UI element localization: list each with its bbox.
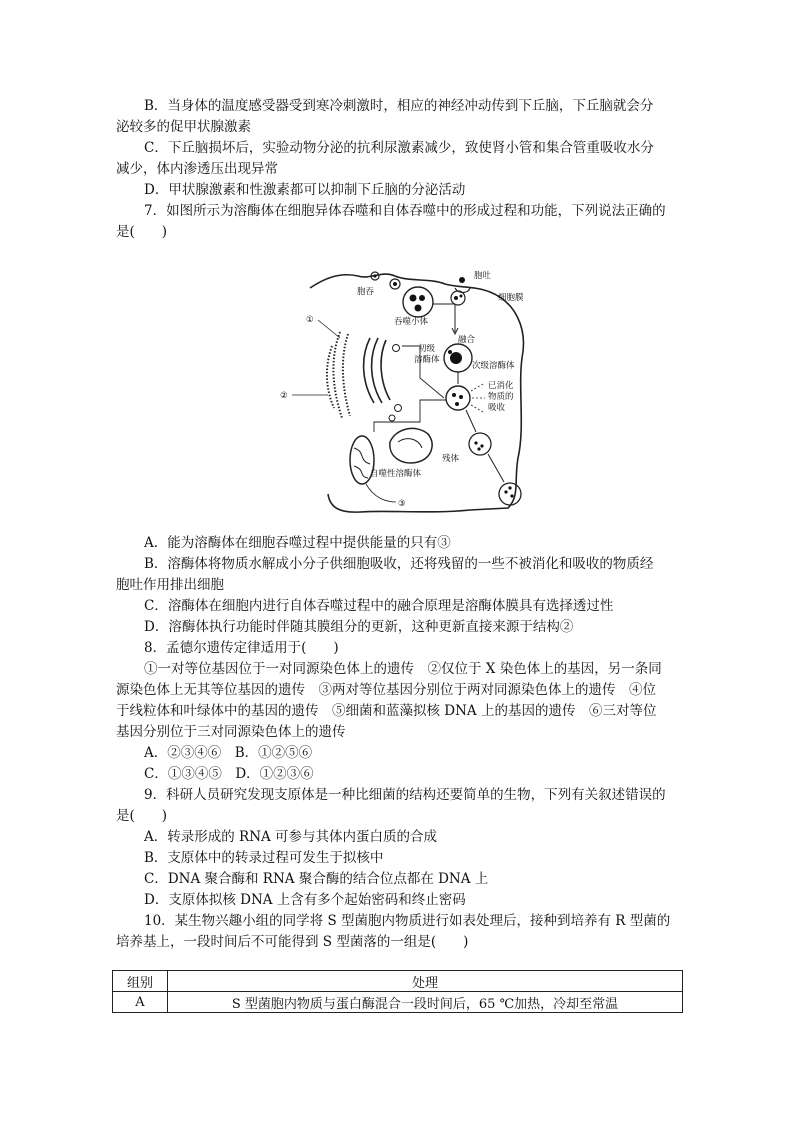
rough-er-shape	[327, 332, 350, 418]
q7-stem-line2: 是( )	[116, 224, 168, 240]
digested-label-1: 已消化	[488, 381, 514, 391]
q6-option-d: D．甲状腺激素和性激素都可以抑制下丘脑的分泌活动	[144, 182, 466, 198]
treatment-table	[112, 970, 683, 1013]
digested-label-3: 吸收	[488, 403, 506, 413]
q8-statements-line3: 于线粒体和叶绿体中的基因的遗传 ⑤细菌和蓝藻拟核 DNA 上的基因的遗传 ⑥三对等位	[116, 703, 657, 719]
q7-option-b-line1: B．溶酶体将物质水解成小分子供细胞吸收，还将残留的一些不被消化和吸收的物质经	[144, 556, 654, 572]
table-header-group: 组别	[113, 971, 168, 992]
fusion-label: 融合	[458, 335, 476, 345]
q8-statements-line4: 基因分别位于三对同源染色体上的遗传	[116, 724, 346, 740]
cell-membrane-label: 细胞膜	[498, 293, 524, 303]
q9-option-b: B．支原体中的转录过程可发生于拟核中	[144, 850, 384, 866]
q9-option-c: C．DNA 聚合酶和 RNA 聚合酶的结合位点都在 DNA 上	[144, 871, 489, 887]
autophagic-lysosome-shape	[390, 428, 432, 463]
q9-option-d: D．支原体拟核 DNA 上含有多个起始密码和终止密码	[144, 892, 466, 908]
q8-statements-line1: ①一对等位基因位于一对同源染色体上的遗传 ②仅位于 X 染色体上的基因，另一条同	[144, 661, 662, 677]
number-1-label: ①	[306, 315, 314, 325]
q9-option-a: A．转录形成的 RNA 可参与其体内蛋白质的合成	[144, 829, 438, 845]
q9-stem-line1: 9．科研人员研究发现支原体是一种比细菌的结构还要简单的生物，下列有关叙述错误的	[144, 787, 666, 803]
number-2-label: ②	[280, 391, 288, 401]
digested-label-2: 物质的	[488, 392, 514, 402]
residual-body-label: 残体	[442, 454, 460, 464]
q7-option-d: D．溶酶体执行功能时伴随其膜组分的更新，这种更新直接来源于结构②	[144, 619, 574, 635]
q6-option-b-line2: 泌较多的促甲状腺激素	[116, 119, 251, 135]
digesting-lysosome-shape	[446, 386, 470, 410]
primary-lysosome-label-1: 初级	[418, 344, 436, 354]
phagosome-label: 吞噬小体	[394, 317, 429, 327]
table-cell-treatment: S 型菌胞内物质与蛋白酶混合一段时间后，65 ℃加热，冷却至常温	[168, 992, 683, 1013]
exocytosis-particle-shape	[459, 277, 465, 283]
number-3-label: ③	[398, 499, 406, 509]
q8-stem: 8．孟德尔遗传定律适用于( )	[144, 640, 339, 656]
exiting-residual-shape	[499, 483, 521, 505]
q8-statements-line2: 源染色体上无其等位基因的遗传 ③两对等位基因分别位于两对同源染色体上的遗传 ④位	[116, 682, 656, 698]
q10-stem-line2: 培养基上，一段时间后不可能得到 S 型菌落的一组是( )	[116, 934, 469, 950]
primary-lysosome-label-2: 溶酶体	[414, 355, 440, 365]
q7-option-c: C．溶酶体在细胞内进行自体吞噬过程中的融合原理是溶酶体膜具有选择透过性	[144, 598, 614, 614]
q7-stem-line1: 7．如图所示为溶酶体在细胞异体吞噬和自体吞噬中的形成过程和功能，下列说法正确的	[144, 203, 666, 219]
autophagic-lysosome-label: 自噬性溶酶体	[370, 469, 422, 479]
q9-stem-line2: 是( )	[116, 808, 168, 824]
q6-option-b-line1: B．当身体的温度感受器受到寒冷刺激时，相应的神经冲动传到下丘脑，下丘脑就会分	[144, 98, 654, 114]
q7-option-b-line2: 胞吐作用排出细胞	[116, 577, 224, 593]
secondary-lysosome-label: 次级溶酶体	[472, 361, 515, 371]
endocytosis-label: 胞吞	[357, 287, 375, 297]
lysosome-diagram	[270, 258, 540, 522]
table-row	[113, 992, 683, 1013]
q7-option-a: A．能为溶酶体在细胞吞噬过程中提供能量的只有③	[144, 535, 451, 551]
q6-option-c-line1: C．下丘脑损坏后，实验动物分泌的抗利尿激素减少，致使肾小管和集合管重吸收水分	[144, 140, 654, 156]
q8-options-cd: C．①③④⑤ D．①②③⑥	[144, 766, 314, 782]
table-header-row	[113, 971, 683, 992]
q8-options-ab: A．②③④⑥ B．①②⑤⑥	[144, 745, 313, 761]
q10-stem-line1: 10．某生物兴趣小组的同学将 S 型菌胞内物质进行如表处理后，接种到培养有 R 型菌的	[144, 913, 671, 929]
table-cell-group: A	[113, 992, 168, 1013]
exocytosis-label: 胞吐	[474, 271, 492, 281]
table-header-treatment: 处理	[168, 971, 683, 992]
q6-option-c-line2: 减少，体内渗透压出现异常	[116, 161, 278, 177]
golgi-shape	[364, 338, 390, 403]
phagosome-shape	[403, 287, 433, 317]
residual-body-shape	[469, 433, 491, 455]
